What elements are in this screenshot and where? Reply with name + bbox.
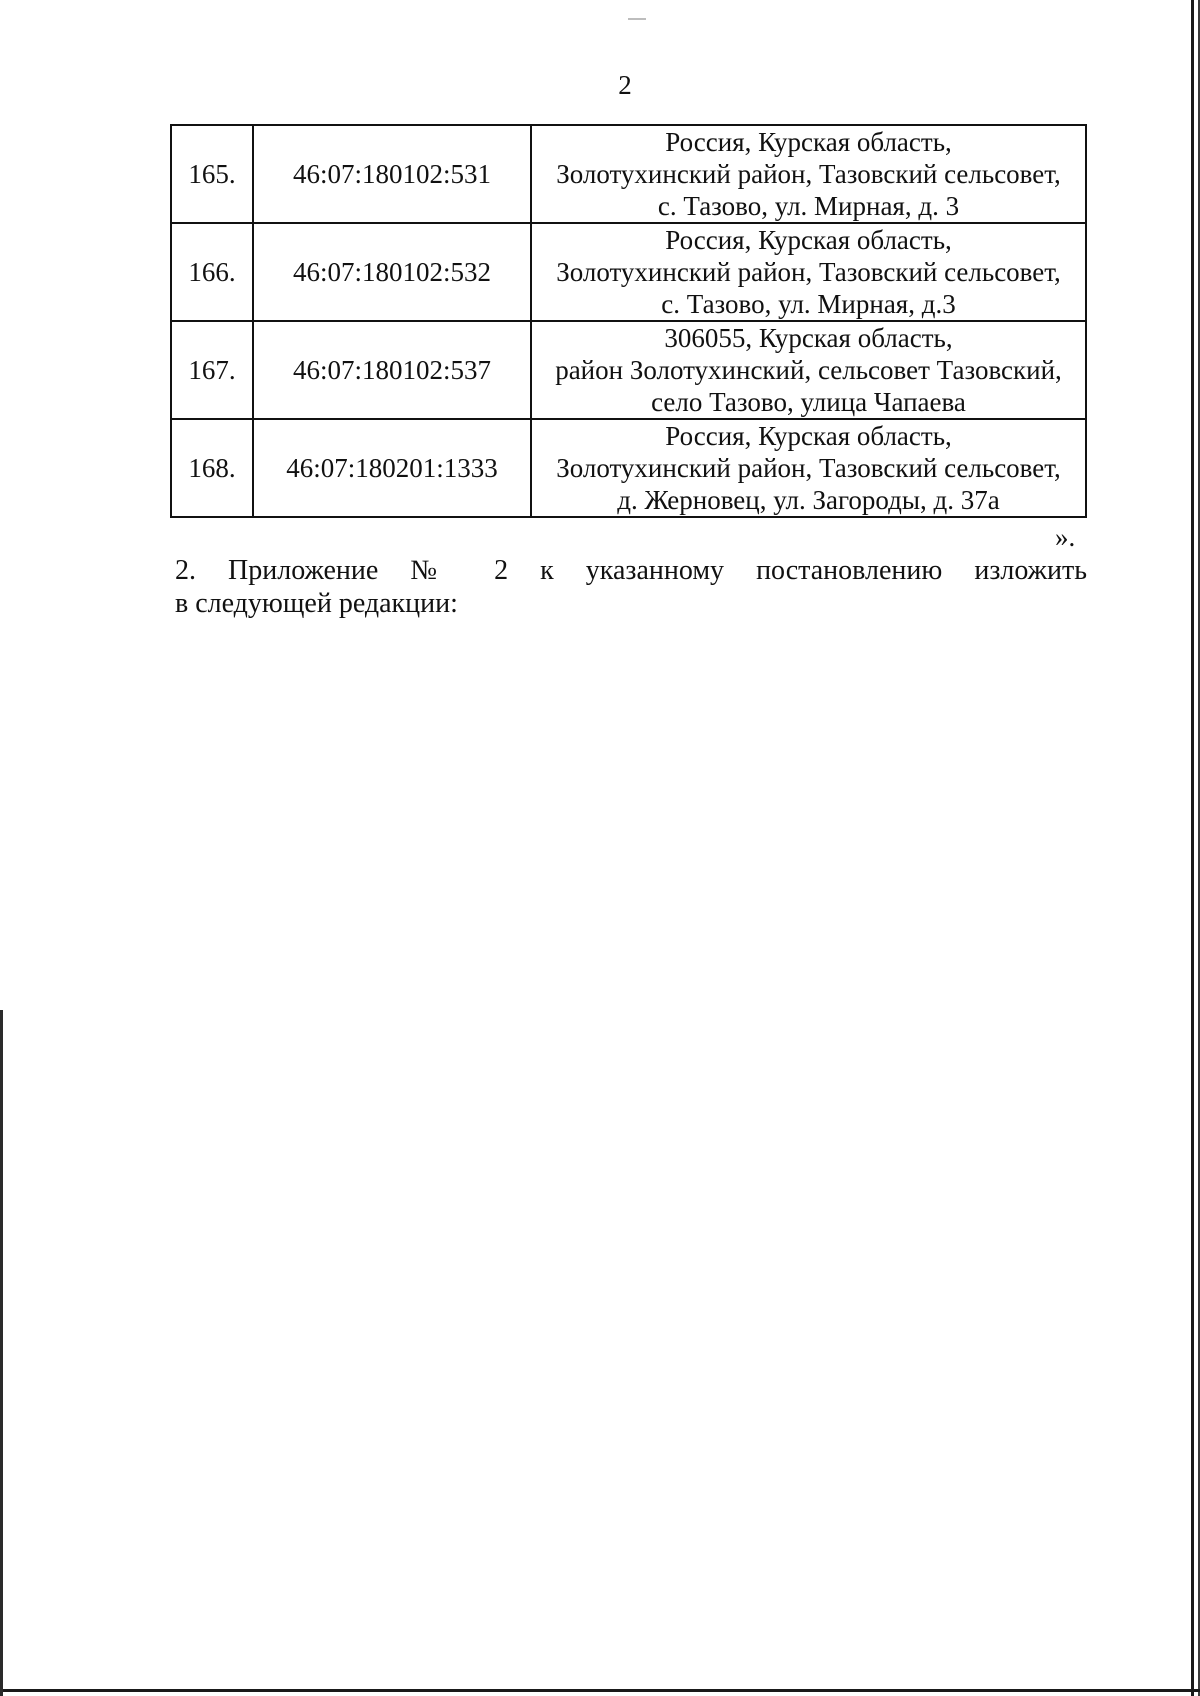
table-row [171, 321, 1086, 419]
address-line: Золотухинский район, Тазовский сельсовет, [556, 453, 1061, 483]
table-row [171, 223, 1086, 321]
closing-quote: ». [1055, 522, 1076, 552]
address-line: Золотухинский район, Тазовский сельсовет, [556, 257, 1061, 287]
address-line: Золотухинский район, Тазовский сельсовет, [556, 159, 1061, 189]
table-row [171, 125, 1086, 223]
address-cell [531, 419, 1086, 517]
row-number-cell: 168. [171, 419, 253, 517]
address-line: Россия, Курская область, [665, 225, 952, 255]
address-line: с. Тазово, ул. Мирная, д. 3 [657, 191, 960, 221]
cadastral-number-cell: 46:07:180102:537 [253, 321, 531, 419]
paragraph-text: 2. Приложение № 2 к указанному постановлению изложить [175, 555, 1087, 586]
address-line: Россия, Курская область, [665, 421, 952, 451]
address-line: село Тазово, улица Чапаева [651, 387, 966, 417]
cadastral-number-cell: 46:07:180102:531 [253, 125, 531, 223]
address-cell [531, 321, 1086, 419]
address-line: д. Жерновец, ул. Загороды, д. 37а [617, 485, 1000, 515]
address-line: с. Тазово, ул. Мирная, д.3 [661, 289, 956, 319]
scan-speck [628, 18, 646, 20]
address-line: район Золотухинский, сельсовет Тазовский, [555, 355, 1062, 385]
address-cell [531, 125, 1086, 223]
address-line: 306055, Курская область, [664, 323, 953, 353]
cadastral-number-cell: 46:07:180102:532 [253, 223, 531, 321]
scan-edge-left [0, 1010, 3, 1696]
parcels-table [170, 124, 1087, 518]
row-number-cell: 165. [171, 125, 253, 223]
page-number: 2 [618, 70, 632, 100]
address-cell [531, 223, 1086, 321]
table-row [171, 419, 1086, 517]
address-line: Россия, Курская область, [665, 127, 952, 157]
row-number-cell: 166. [171, 223, 253, 321]
row-number-cell: 167. [171, 321, 253, 419]
scan-edge-right [1191, 0, 1194, 1696]
scan-edge-bottom [0, 1689, 1200, 1692]
paragraph-text-continuation: в следующей редакции: [175, 588, 458, 619]
cadastral-number-cell: 46:07:180201:1333 [253, 419, 531, 517]
